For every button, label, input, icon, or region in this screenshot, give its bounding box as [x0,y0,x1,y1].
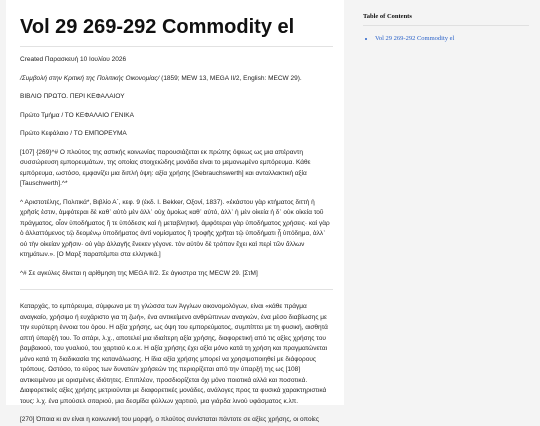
toc-item [375,35,529,42]
divider [20,289,333,290]
part-heading: Πρώτο Τμήμα / ΤΟ ΚΕΦΑΛΑΙΟ ΓΕΝΙΚΑ [20,111,134,119]
citation [20,74,333,85]
toc-link[interactable]: Vol 29 269-292 Commodity el [375,35,455,42]
document-content [6,0,344,423]
citation-title: /Συμβολή στην Κριτική της Πολιτικής Οικονομίας/ [20,74,160,82]
paragraph-1: [107] {269}^# Ο πλούτος της αστικής κοινωνίας παρουσιάζεται εκ πρώτης όψεως ως μια απέραντη συσσώρευση εμπορευμάτων, της οποίας στοιχειώδης μονάδα είναι το μεμονωμένο εμπόρευμα. Κάθε εμπόρευμα, ωστόσο, εμφανίζει μια διπλή όψη: αξία χρήσης [Gebrauchswerth] και ανταλλακτική αξία [Tauschwerth].^* [20,148,311,187]
created-date: Created Παρασκευή 10 Ιουλίου 2026 [20,56,127,63]
footnote-aristotle: ^ Αριστοτέλης, Πολιτικά*, Βιβλίο Α΄, κεφ. 9 (έκδ. I. Bekker, Οξονί, 1837). «ἑκάστου γὰρ κτήματος διττὴ ἡ χρῆσίς ἐστιν, ἀμφότεραι δὲ καθ᾽ αὑτὸ μὲν ἀλλ᾽ οὐχ ὁμοίως καθ᾽ αὑτό, ἀλλ᾽ ἡ μὲν οἰκεία ἡ δ᾽ οὐκ οἰκεία τοῦ πράγματος, οἷον ὑποδήματος ἥ τε ὑπόδεσις καὶ ἡ μεταβλητική. ἀμφότεραι γὰρ ὑποδήματος χρήσεις· καὶ γὰρ ὁ ἀλλαττόμενος τῷ δεομένῳ ὑποδήματος ἀντὶ νομίσματος ἢ τροφῆς χρῆται τῷ ὑποδήματι ᾗ ὑπόδημα, ἀλλ᾽ οὐ τὴν οἰκείαν χρῆσιν· οὐ γὰρ ἀλλαγῆς ἕνεκεν γέγονε. τὸν αὐτὸν δὲ τρόπον ἔχει καὶ περὶ τῶν ἄλλων κτημάτων.». [Ο Μαρξ παραπέμπει στα ελληνικά.] [20,198,330,258]
paragraph-2: Καταρχάς, το εμπόρευμα, σύμφωνα με τη γλώσσα των Άγγλων οικονομολόγων, είναι «κάθε πράγμα αναγκαίο, χρήσιμο ή ευχάριστο για τη ζωή», ένα αντικείμενο ανθρώπινων αναγκών, ένα μέσο διαβίωσης με την ευρύτερη έννοια του όρου. Η αξία χρήσης, ως όψη του εμπορεύματος, συμπίπτει με τη φυσική, αισθητά απτή ύπαρξή του. Το σιτάρι, λ.χ., αποτελεί μια ιδιαίτερη αξία χρήσης, διαφορετική από τις αξίες χρήσης του βαμβακιού, του γυαλιού, του χαρτιού κ.ο.κ. Η αξία χρήσης έχει αξία μόνο κατά τη χρήση και πραγματώνεται μόνο κατά τη διαδικασία της κατανάλωσης. Η ίδια αξία χρήσης μπορεί να χρησιμοποιηθεί με διάφορους τρόπους. Ωστόσο, το εύρος των δυνατών χρήσεών της περιορίζεται από την ύπαρξή της ως [108] αντικειμένου με ορισμένες ιδιότητες. Επιπλέον, προσδιορίζεται όχι μόνο ποιοτικά αλλά και ποσοτικά. Διαφορετικές αξίες χρήσης μετριούνται με διαφορετικές μονάδες, ανάλογες προς τα φυσικά χαρακτηριστικά τους: λ.χ. ένα μπούσελ σιταριού, μια δεσμίδα φύλλων χαρτιού, μια γιάρδα λινού υφάσματος κ.λπ. [20,303,328,405]
chapter-heading: Πρώτο Κεφάλαιο / ΤΟ ΕΜΠΟΡΕΥΜΑ [20,130,127,137]
citation-details: (1859; MEW 13, MEGA II/2, English: MECW 29). [159,74,302,82]
toc-title: Table of Contents [363,13,529,26]
table-of-contents [355,5,535,405]
book-heading: ΒΙΒΛΙΟ ΠΡΩΤΟ. ΠΕΡΙ ΚΕΦΑΛΑΙΟΥ [20,93,125,100]
toc-list [363,35,529,42]
footnote-numbering: ^# Σε αγκύλες δίνεται η αρίθμηση της MEGA II/2. Σε άγκιστρα της MECW 29. [ΣτΜ] [20,269,258,277]
page-title: Vol 29 269-292 Commodity el [20,16,333,47]
paragraph-3: [270] Όποια κι αν είναι η κοινωνική του μορφή, ο πλούτος συνίσταται πάντοτε σε αξίες χρήσης, οι οποίες [20,416,320,423]
